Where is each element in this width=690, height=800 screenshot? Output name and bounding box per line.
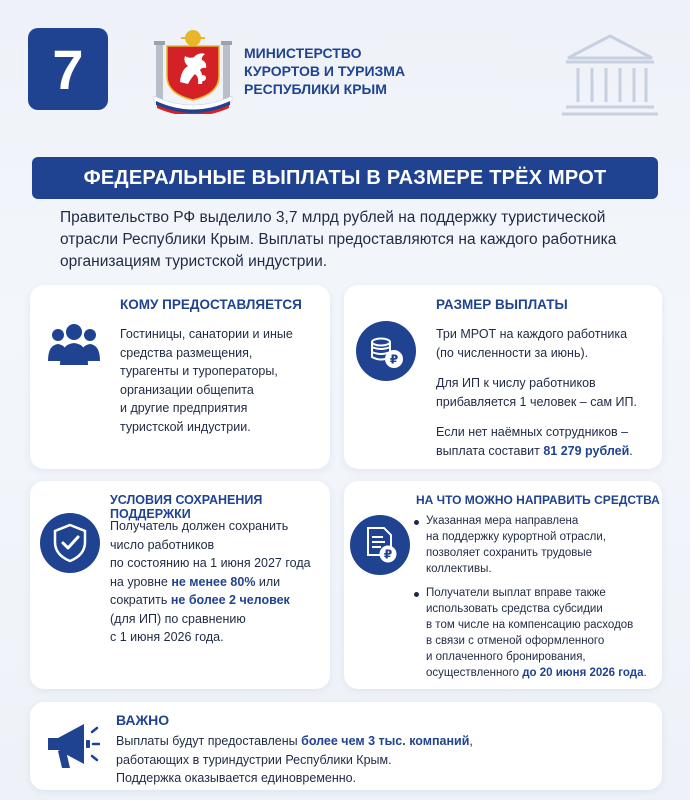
recipients-line: Гостиницы, санатории и иные	[120, 327, 293, 341]
conditions-l4-pre: на уровне	[110, 574, 172, 589]
usage-b2-line: Получатели выплат вправе также	[426, 587, 606, 599]
conditions-line: Получатель должен сохранить	[110, 519, 289, 533]
document-ruble-icon	[350, 515, 410, 575]
usage-b2-last-pre: осуществленного	[426, 667, 523, 679]
conditions-l4-post: или	[255, 574, 281, 589]
important-line-1	[116, 732, 656, 751]
conditions-line: с 1 июня 2026 года.	[110, 630, 224, 644]
conditions-line	[110, 573, 325, 592]
conditions-line: (для ИП) по сравнению	[110, 611, 246, 626]
section-title-banner	[32, 157, 658, 199]
banner-title: ФЕДЕРАЛЬНЫЕ ВЫПЛАТЫ В РАЗМЕРЕ ТРЁХ МРОТ	[83, 166, 607, 189]
amount-value: 81 279 рублей	[543, 443, 630, 458]
slide-number: 7	[52, 37, 84, 101]
card-usage-title: НА ЧТО МОЖНО НАПРАВИТЬ СРЕДСТВА	[416, 493, 660, 507]
important-l1-pre: Выплаты будут предоставлены	[116, 734, 302, 748]
ministry-line-1: МИНИСТЕРСТВО	[244, 45, 362, 61]
amount-p2-line1: Для ИП к числу работников	[436, 376, 596, 390]
recipients-line: туристской индустрии.	[120, 419, 251, 434]
usage-b2-last-end: .	[643, 667, 647, 679]
card-conditions-text	[110, 517, 325, 647]
recipients-line: средства размещения,	[120, 345, 253, 360]
usage-b2-line	[426, 665, 658, 681]
ministry-name	[244, 44, 464, 98]
usage-bullet-1	[414, 513, 658, 577]
usage-deadline: до 20 июня 2026 года	[522, 667, 644, 679]
recipients-line: турагенты и туроператоры,	[120, 364, 278, 378]
usage-bullet-2	[414, 585, 658, 681]
amount-p3-pre: выплата составит	[436, 443, 544, 458]
usage-b1-line: на поддержку курортной отрасли,	[426, 531, 606, 543]
amount-p1-line1: Три МРОТ на каждого работника	[436, 327, 628, 341]
amount-p3-line2	[436, 442, 656, 461]
card-fund-usage	[344, 481, 662, 689]
ministry-line-2: КУРОРТОВ И ТУРИЗМА	[244, 63, 406, 79]
usage-b1-line: Указанная мера направлена	[426, 515, 579, 527]
ministry-line-3: РЕСПУБЛИКИ КРЫМ	[244, 81, 387, 97]
important-l1-end: ,	[469, 734, 473, 748]
card-recipients	[30, 285, 330, 469]
coins-ruble-icon	[356, 321, 416, 381]
amount-p3-end: .	[629, 443, 633, 458]
conditions-reduction: не более 2 человек	[170, 593, 290, 607]
card-amount-text	[436, 325, 656, 460]
card-important-text	[116, 732, 656, 788]
conditions-line: по состоянию на 1 июня 2027 года	[110, 556, 311, 570]
amount-p1-line2: (по численности за июнь).	[436, 345, 589, 360]
card-important-title: ВАЖНО	[116, 712, 170, 728]
recipients-line: и другие предприятия	[120, 401, 248, 415]
usage-bullet-list	[414, 513, 658, 681]
amount-p3-line1: Если нет наёмных сотрудников –	[436, 425, 629, 439]
usage-b2-line: в том числе на компенсацию расходов	[426, 619, 634, 631]
usage-b2-line: в связи с отменой оформленного	[426, 635, 605, 647]
conditions-l5-pre: сократить	[110, 593, 171, 607]
important-line-2: работающих в туриндустрии Республики Крым.	[116, 752, 392, 767]
usage-b1-line: позволяет сохранить трудовые	[426, 547, 592, 559]
slide-number-badge	[28, 28, 108, 110]
usage-b2-line: и оплаченного бронирования,	[426, 651, 586, 663]
important-companies: более чем 3 тыс. компаний	[301, 734, 470, 748]
usage-b2-line: использовать средства субсидии	[426, 603, 603, 615]
card-amount-title: РАЗМЕР ВЫПЛАТЫ	[436, 297, 568, 312]
intro-paragraph: Правительство РФ выделило 3,7 млрд рублей на поддержку туристической отрасли Республики Крым. Выплаты предоставляются на каждого работника организациям туристской индустрии.	[60, 209, 617, 270]
usage-b1-line: коллективы.	[426, 563, 492, 575]
card-recipients-title: КОМУ ПРЕДОСТАВЛЯЕТСЯ	[120, 297, 302, 312]
shield-check-icon	[40, 513, 100, 573]
crimea-coat-of-arms-icon	[150, 26, 236, 114]
card-payment-amount	[344, 285, 662, 469]
card-support-conditions	[30, 481, 330, 689]
conditions-threshold: не менее 80%	[171, 574, 256, 589]
amount-p2-line2: прибавляется 1 человек – сам ИП.	[436, 394, 637, 409]
card-usage-text	[414, 513, 658, 689]
recipients-line: организации общепита	[120, 382, 254, 397]
important-line-3: Поддержка оказывается единовременно.	[116, 771, 357, 785]
card-conditions-title: УСЛОВИЯ СОХРАНЕНИЯ ПОДДЕРЖКИ	[110, 493, 263, 521]
government-building-icon	[560, 30, 660, 120]
conditions-line: число работников	[110, 537, 215, 552]
people-group-icon	[46, 321, 102, 369]
conditions-line	[110, 591, 325, 610]
svg-text:₽: ₽	[389, 352, 399, 367]
card-important	[30, 702, 662, 790]
megaphone-icon	[44, 718, 100, 774]
svg-text:₽: ₽	[383, 547, 393, 562]
card-recipients-text	[120, 325, 320, 436]
